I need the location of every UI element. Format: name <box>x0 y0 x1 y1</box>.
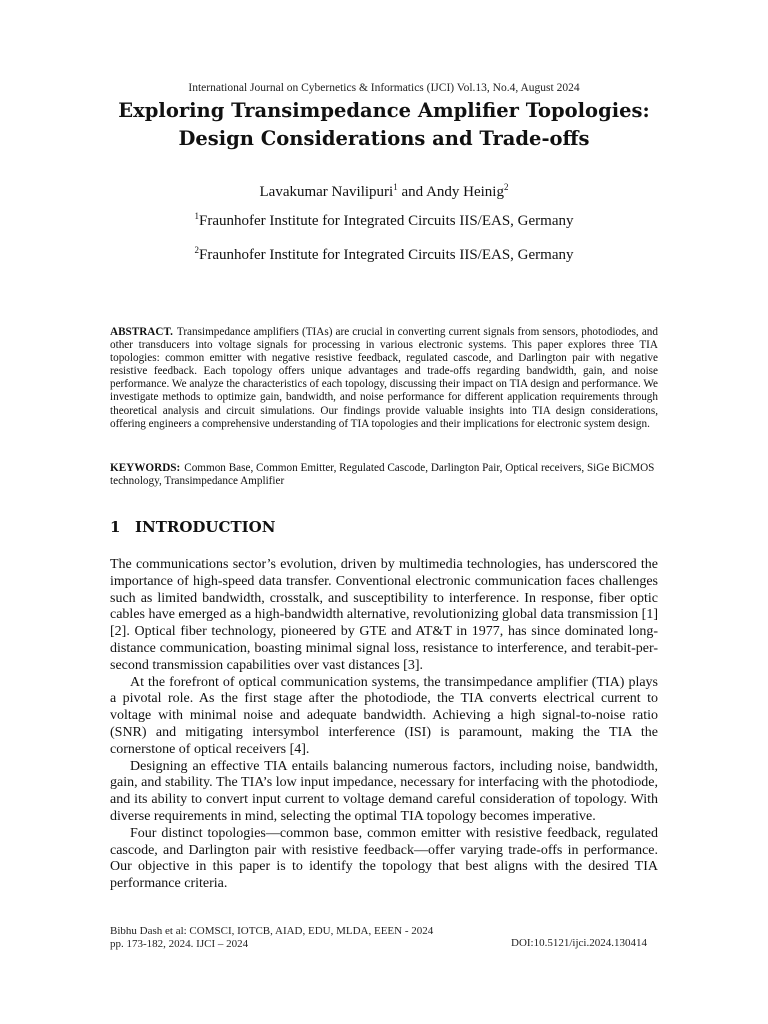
paragraph-2: At the forefront of optical communication systems, the transimpedance amplifier (TIA) plays a pivotal role. As the first stage after the photodiode, the TIA converts electrical current to voltage with minimal noise and adequate bandwidth. Achieving a high signal-to-noise ratio (SNR) and mitigating intersymbol interference (ISI) is paramount, making the TIA the cornerstone of optical receivers [4]. <box>110 674 658 757</box>
author-1-affil-mark: 1 <box>393 182 398 192</box>
keywords <box>110 462 658 488</box>
affiliation-1-mark: 1 <box>194 211 199 221</box>
keywords-text: Common Base, Common Emitter, Regulated Cascode, Darlington Pair, Optical receivers, SiGe BiCMOS technology, Transimpedance Amplifier <box>110 462 655 488</box>
section-number: 1 <box>110 518 121 536</box>
author-2-affil-mark: 2 <box>503 182 509 192</box>
section-title: INTRODUCTION <box>135 518 276 536</box>
abstract-label: ABSTRACT. <box>110 326 173 338</box>
affiliation-2-mark: 2 <box>194 245 199 255</box>
keywords-label: KEYWORDS: <box>110 462 181 474</box>
footer-doi: DOI:10.5121/ijci.2024.130414 <box>511 937 647 949</box>
affiliation-2 <box>0 245 768 264</box>
footer-line-2: pp. 173-182, 2024. IJCI – 2024 <box>110 937 249 950</box>
paragraph-1: The communications sector’s evolution, driven by multimedia technologies, has underscored the importance of high-speed data transfer. Conventional electronic communication faces challenges such as limited bandwidth, crosstalk, and susceptibility to interference. In response, fiber optic cables have emerged as a high-bandwidth alternative, revolutionizing global data transmission [1][2]. Optical fiber technology, pioneered by GTE and AT&T in 1977, has since dominated long-distance communication, boasting minimal signal loss, resistance to interference, and terabit-per-second transmission capabilities over vast distances [3]. <box>110 557 658 673</box>
section-heading <box>110 518 658 536</box>
abstract-text: Transimpedance amplifiers (TIAs) are crucial in converting current signals from sensors, photodiodes, and other transducers into voltage signals for processing in various electronic systems. This paper explores three TIA topologies: common emitter with negative resistive feedback, regulated cascode, and Darlington pair with negative resistive feedback. Each topology offers unique advantages and trade-offs regarding bandwidth, gain, and noise performance. We analyze the characteristics of each topology, discussing their impact on TIA design and performance. We investigate methods to optimize gain, bandwidth, and noise performance for different application requirements through theoretical analysis and circuit simulations. Our findings provide valuable insights into TIA design considerations, offering engineers a comprehensive understanding of TIA topologies and their implications for electronic system design. <box>110 326 658 430</box>
author-2: Andy Heinig <box>426 184 504 200</box>
paper-title <box>60 97 708 153</box>
author-conjunction: and <box>397 184 427 200</box>
author-list <box>0 182 768 201</box>
author-1: Lavakumar Navilipuri <box>259 184 394 200</box>
title-line-2: Design Considerations and Trade-offs <box>178 127 590 150</box>
affiliation-1-text: Fraunhofer Institute for Integrated Circuits IIS/EAS, Germany <box>199 213 574 229</box>
body-text <box>110 557 658 893</box>
title-line-1: Exploring Transimpedance Amplifier Topologies: <box>118 99 650 122</box>
paragraph-4: Four distinct topologies—common base, common emitter with resistive feedback, regulated cascode, and Darlington pair with resistive feedback—offer varying trade-offs in performance. Our objective in this paper is to identify the topology that best aligns with the desired TIA performance criteria. <box>110 825 658 892</box>
paragraph-3: Designing an effective TIA entails balancing numerous factors, including noise, bandwidth, gain, and stability. The TIA’s low input impedance, necessary for interfacing with the photodiode, and its ability to convert input current to voltage demand careful consideration of topology. With diverse requirements in mind, selecting the optimal TIA topology becomes imperative. <box>110 758 658 824</box>
affiliation-1 <box>0 211 768 230</box>
footer-citation <box>110 925 433 950</box>
affiliation-2-text: Fraunhofer Institute for Integrated Circuits IIS/EAS, Germany <box>199 247 574 263</box>
footer-line-1: Bibhu Dash et al: COMSCI, IOTCB, AIAD, EDU, MLDA, EEEN - 2024 <box>110 925 434 937</box>
abstract <box>110 326 658 431</box>
journal-header: International Journal on Cybernetics & Informatics (IJCI) Vol.13, No.4, August 2024 <box>188 82 580 94</box>
